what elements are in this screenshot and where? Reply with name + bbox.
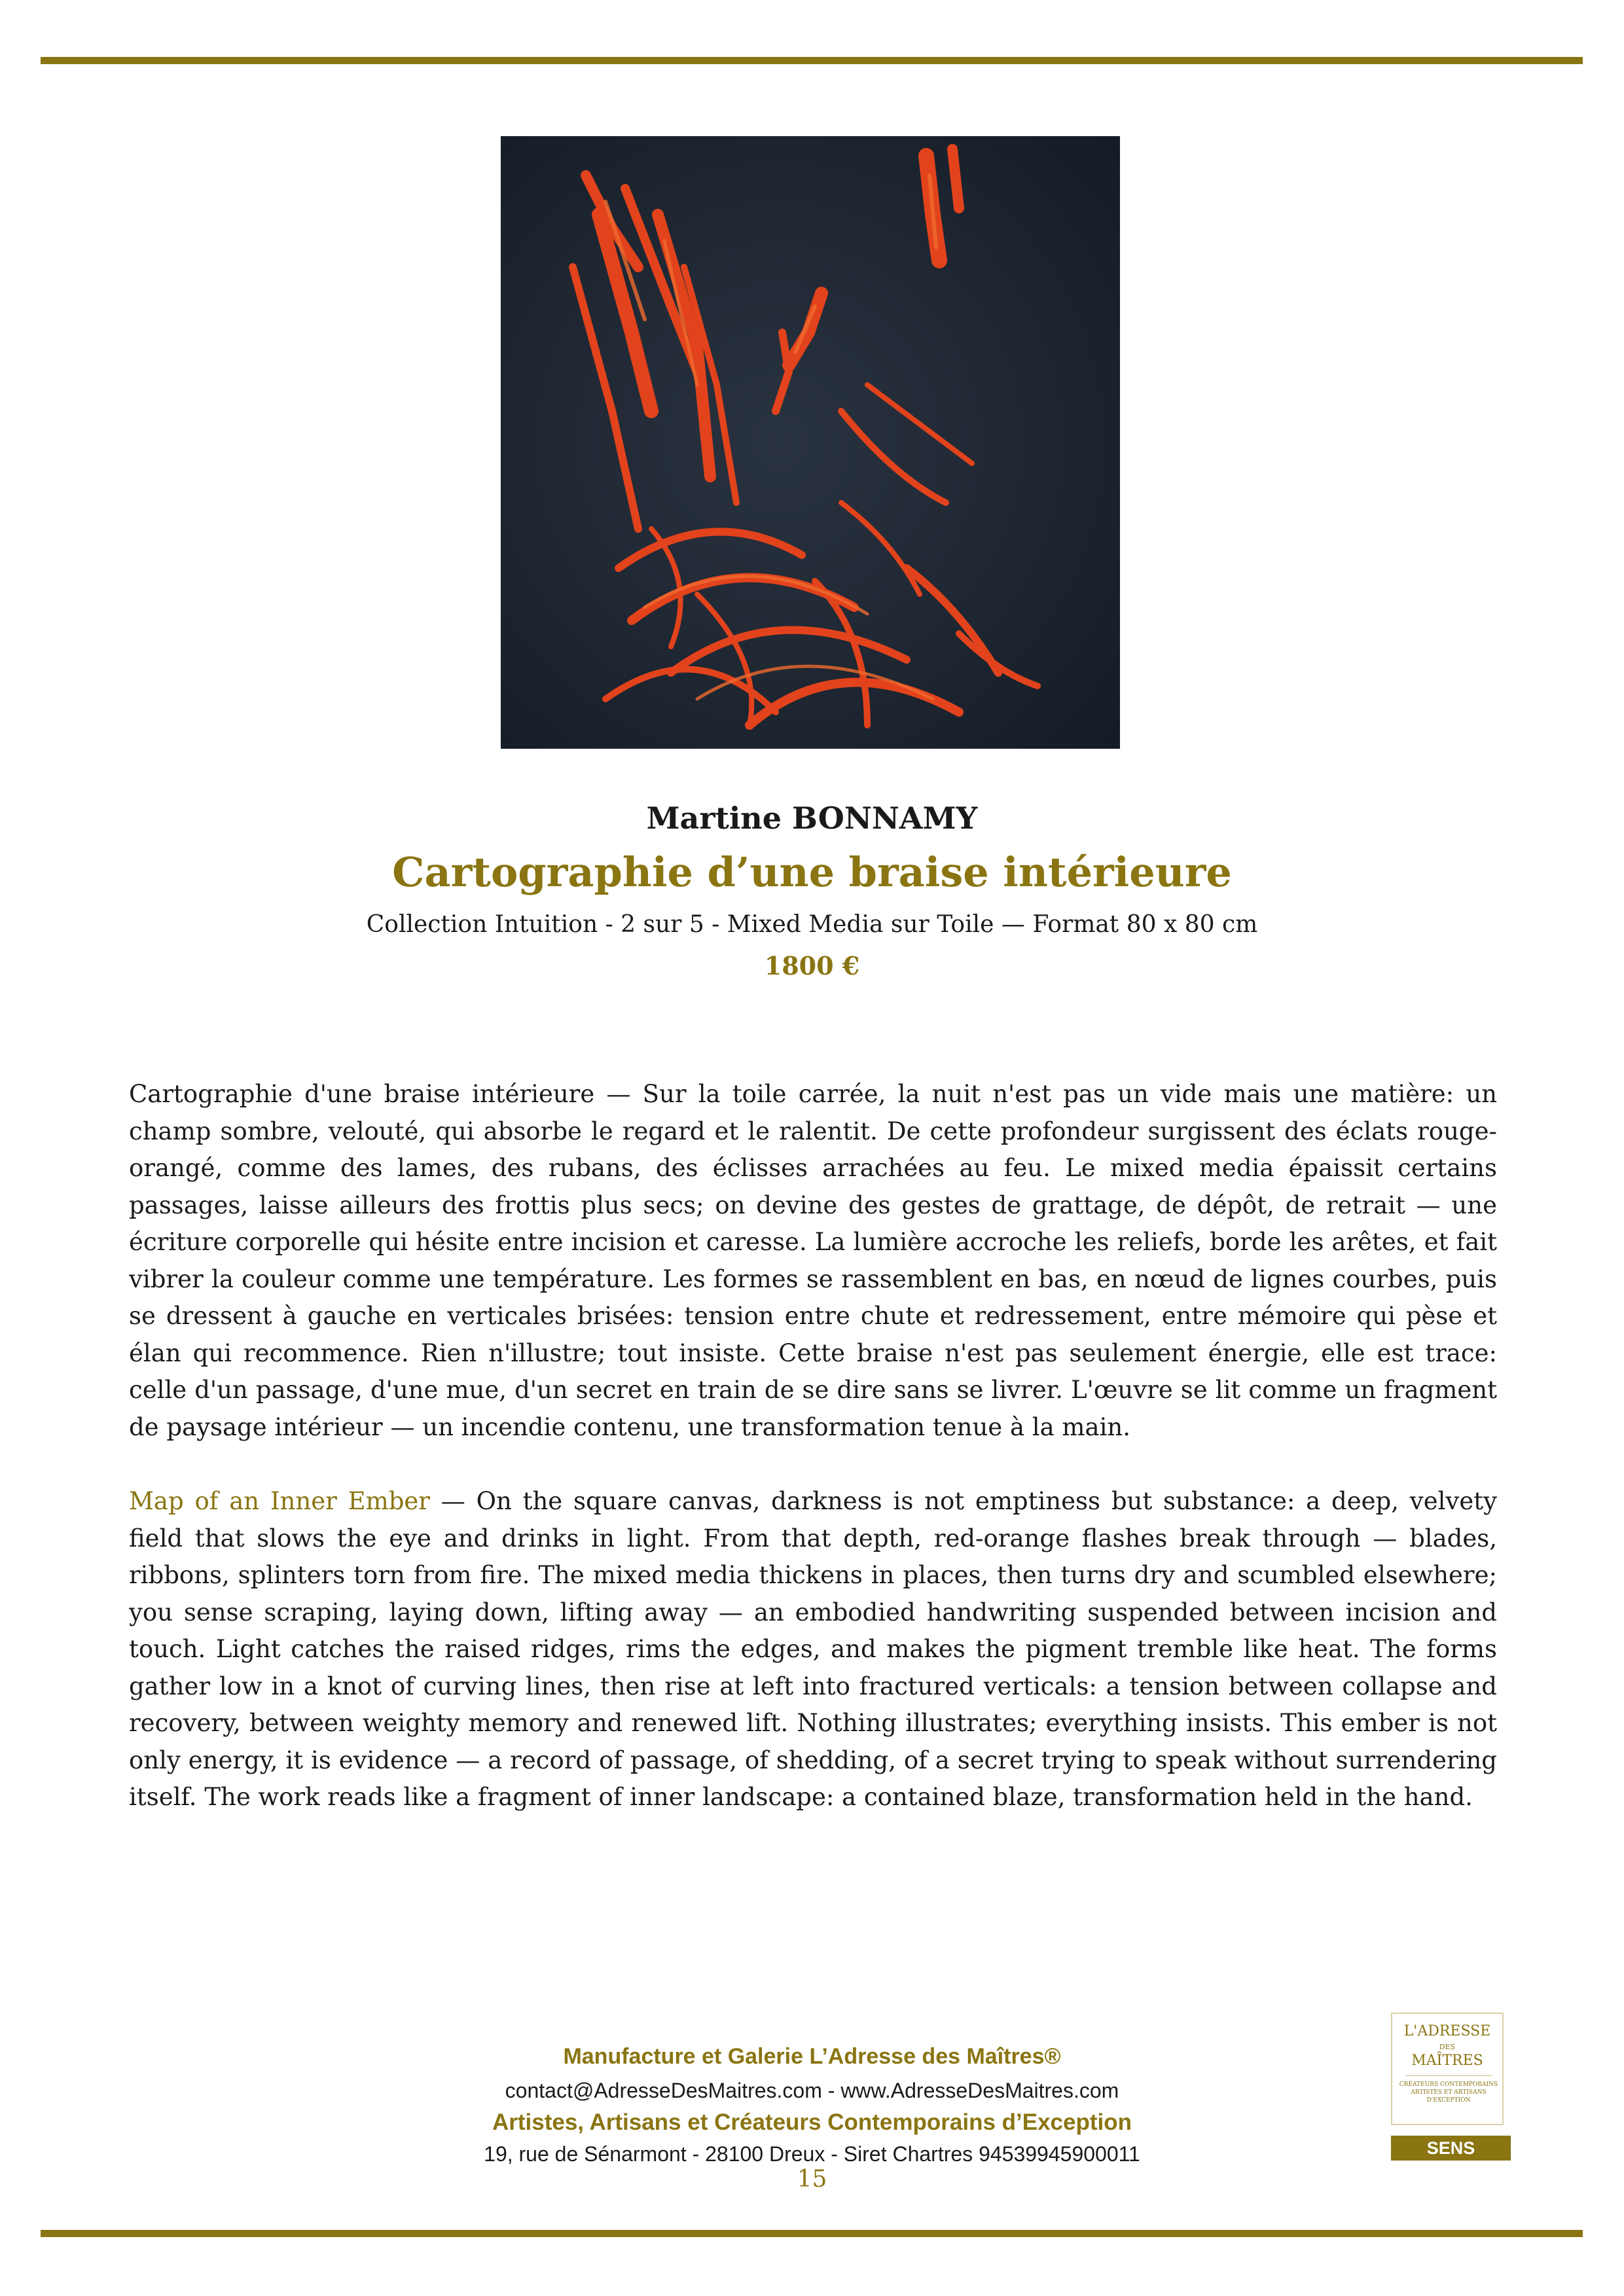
description-english-lead: Map of an Inner Ember bbox=[129, 1487, 430, 1515]
logo-line-2: DES bbox=[1439, 2043, 1456, 2051]
logo-line-1: L'ADRESSE bbox=[1403, 2023, 1491, 2039]
description-english bbox=[129, 1483, 1497, 1816]
footer-tagline: Artistes, Artisans et Créateurs Contemporains d’Exception bbox=[492, 2109, 1132, 2135]
logo-divider bbox=[1405, 2075, 1492, 2076]
logo-line-3: MAÎTRES bbox=[1411, 2053, 1483, 2069]
page-number: 15 bbox=[797, 2166, 827, 2193]
painting-graphic bbox=[501, 136, 1120, 749]
description-english-body: — On the square canvas, darkness is not emptiness but substance: a deep, velvety field that slows the eye and drinks in light. From that depth, red-orange flashes break through — blades, ribbons, splinters torn from fire. The mixed media thickens in places, then turns dry and scumbled elsewhere; you sense scraping, laying down, lifting away — an embodied handwriting suspended between incision and touch. Light catches the raised ridges, rims the edges, and makes the pigment tremble like heat. The forms gather low in a knot of curving lines, then rise at left into fractured verticals: a tension between collapse and recovery, between weighty memory and renewed lift. Nothing illustrates; everything insists. This ember is not only energy, it is evidence — a record of passage, of shedding, of a secret trying to speak without surrendering itself. The work reads like a fragment of inner landscape: a contained blaze, transformation held in the hand. bbox=[129, 1487, 1497, 1811]
footer-gallery-name: Manufacture et Galerie L’Adresse des Maîtres® bbox=[563, 2044, 1061, 2069]
footer-contact: contact@AdresseDesMaitres.com - www.AdresseDesMaitres.com bbox=[505, 2079, 1119, 2102]
description-french: Cartographie d'une braise intérieure — Sur la toile carrée, la nuit n'est pas un vide mais une matière: un champ sombre, velouté, qui absorbe le regard et le ralentit. De cette profondeur surgissent des éclats rouge-orangé, comme des lames, des rubans, des éclisses arrachées au feu. Le mixed media épaissit certains passages, laisse ailleurs des frottis plus secs; on devine des gestes de grattage, de dépôt, de retrait — une écriture corporelle qui hésite entre incision et caresse. La lumière accroche les reliefs, borde les arêtes, et fait vibrer la couleur comme une température. Les formes se rassemblent en bas, en nœud de lignes courbes, puis se dressent à gauche en verticales brisées: tension entre chute et redressement, entre mémoire qui pèse et élan qui recommence. Rien n'illustre; tout insiste. Cette braise n'est pas seulement énergie, elle est trace: celle d'un passage, d'une mue, d'un secret en train de se dire sans se livrer. L'œuvre se lit comme un fragment de paysage intérieur — un incendie contenu, une transformation tenue à la main. bbox=[129, 1080, 1497, 1441]
logo-line-4: CRÉATEURS CONTEMPORAINS ARTISTES ET ARTISANS D'EXCEPTION bbox=[1399, 2081, 1498, 2104]
artwork-image bbox=[501, 136, 1120, 749]
bottom-rule bbox=[41, 2230, 1583, 2237]
top-rule bbox=[41, 57, 1583, 64]
artwork-price: 1800 € bbox=[764, 951, 860, 980]
artwork-details: Collection Intuition - 2 sur 5 - Mixed Media sur Toile — Format 80 x 80 cm bbox=[366, 911, 1258, 938]
artist-name: Martine BONNAMY bbox=[646, 800, 978, 836]
artwork-title: Cartographie d’une braise intérieure bbox=[392, 848, 1232, 896]
gallery-logo bbox=[1391, 2013, 1504, 2125]
footer-address: 19, rue de Sénarmont - 28100 Dreux - Siret Chartres 94539945900011 bbox=[484, 2142, 1140, 2166]
sens-badge: SENS bbox=[1391, 2136, 1511, 2161]
